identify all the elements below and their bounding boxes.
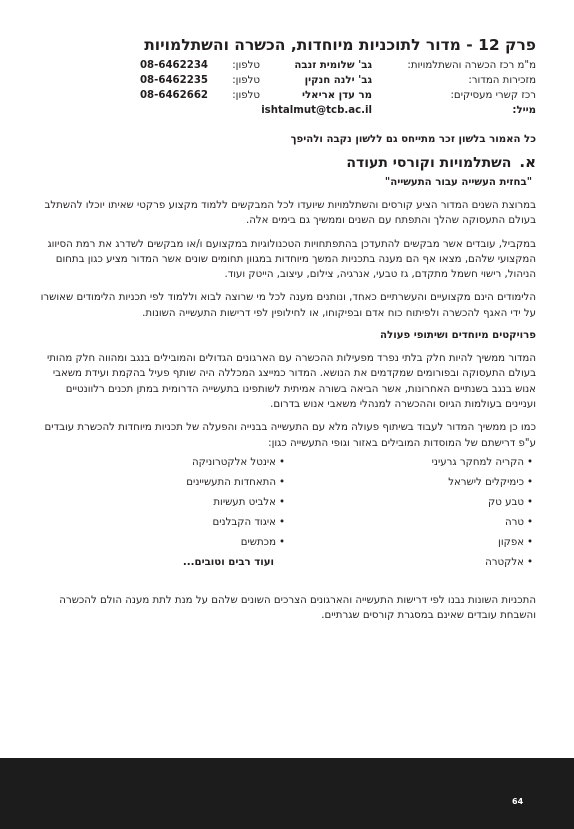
email-row [40, 103, 536, 118]
contact-name: גב' שלומית זנבה [294, 60, 372, 71]
contact-role: מ"מ רכז הכשרה והשתלמויות: [407, 60, 536, 71]
contact-phone: 08-6462234 [139, 60, 208, 71]
contact-role: מזכירות המדור: [468, 75, 536, 86]
contacts-block [40, 58, 536, 118]
bullet-icon: • [526, 536, 533, 548]
partners-list [40, 453, 536, 585]
email-label: מייל: [512, 105, 536, 116]
list-item: •כימיקלים לישראל [448, 473, 536, 493]
list-item: •אלביט תעשיות [213, 493, 288, 513]
contact-phone-label: טלפון: [232, 90, 260, 101]
page-number: 64 [512, 797, 524, 806]
bullet-icon: • [526, 516, 533, 528]
bullet-icon: • [526, 456, 533, 468]
contact-name: מר עדן אריאלי [302, 90, 372, 101]
closing-paragraph: התכניות השונות נבנו לפי דרישות התעשייה והארגונים הצרכים השונים שלהם על מנת לתת מענה הולם להכשרה והשבחת עובדים שאינם במסגרת קורסים שגרתיים. [59, 594, 536, 622]
section-subtitle: "בחזית העשייה עבור התעשייה" [384, 177, 532, 188]
contact-name: גב' ילנה חנקין [304, 75, 372, 86]
bullet-icon: • [526, 556, 533, 568]
list-item: •אינטל אלקטרוניקה [192, 453, 288, 473]
list-item: •אפקון [498, 533, 536, 553]
footer-bar [0, 758, 574, 829]
contact-phone: 08-6462662 [139, 90, 208, 101]
contact-phone-label: טלפון: [232, 75, 260, 86]
list-item: •טרה [505, 513, 536, 533]
paragraph: הלימודים הינם מקצועיים והעשרתיים כאחד, ונותנים מענה לכל מי שרוצה לבוא וללמוד לפי תכניות הלימודים שאושרו על ידי האגף להכשרה ולפיתוח כוח אדם ובפיקוחו, או לחילופין לפי דרישות התעשייה השונות. [40, 292, 536, 319]
paragraph: במרוצת השנים המדור הציע קורסים והשתלמויות שיועדו לכל המבקשים ללמוד מקצוע פרקטי שאיתו יוכלו להשתלב בעולם התעסוקה שהלך והתפתח עם השנים וממשיך גם בימים אלה. [44, 200, 536, 227]
bullet-icon: • [278, 456, 285, 468]
list-item: •מכתשים [241, 533, 288, 553]
contact-row [40, 58, 536, 73]
list-item: •אלקטרה [485, 553, 536, 573]
gender-note: כל האמור בלשון זכר מתייחס גם ללשון נקבה ולהיפך [290, 134, 536, 145]
contact-role: רכז קשרי מעסיקים: [450, 90, 536, 101]
page-title: פרק 12 - מדור לתוכניות מיוחדות, הכשרה והשתלמויות [144, 36, 536, 54]
contact-phone-label: טלפון: [232, 60, 260, 71]
paragraph: כמו כן ממשיך המדור לעבוד בשיתוף פעולה מלא עם התעשייה בבנייה והפעלה של תכניות מיוחדות להכשרת עובדים ע"פ דרישתם של המוסדות המובילים באזור וגופי התעשייה כגון: [44, 422, 536, 449]
list-item: •איגוד הקבלנים [212, 513, 288, 533]
bullet-icon: • [278, 516, 285, 528]
bullet-icon: • [278, 496, 285, 508]
page-content [40, 34, 536, 623]
paragraph: במקביל, עובדים אשר מבקשים להתעדכן בהתפתחויות הטכנולוגיות במקצועם ו/או מבקשים לשדרג את רמת הסיווג המקצועי שלהם, מצאו אף הם מענה בתכניות המשך מיוחדות במגוון תחומים שונים אשר המדור מציע כגון בתחום הניהול, רישוי חשמל מתקדם, גז טבעי, אנרגיה, צילום, עיצוב, הייטק ועוד. [47, 238, 536, 281]
paragraph: המדור ממשיך להיות חלק בלתי נפרד מפעילות ההכשרה עם הארגונים הגדולים והמובילים בנגב ומהווה חלק מהותי בעולם התעסוקה ובפורומים שמקדמים את הנושא. המדור כמייצג המכללה היה שותף פעיל בהקמת ועידת משאבי אנוש בנגב בשנתיים האחרונות, אשר הביאה בשורה אמיתית לשותפינו בתעשייה הדרומית במתן תכנים רלוונטיים ועניינים בעולמות הגיוס וההכשרה למנהלי משאבי אנוש בדרום. [46, 353, 536, 410]
list-item: •התאחדות התעשיינים [186, 473, 288, 493]
section-title: השתלמויות וקורסי תעודה [346, 155, 512, 171]
contact-row [40, 88, 536, 103]
bullet-icon: • [526, 476, 533, 488]
email-link[interactable]: ishtalmut@tcb.ac.il [261, 105, 372, 116]
contact-phone: 08-6462235 [139, 75, 208, 86]
section-heading [40, 153, 536, 174]
bullet-icon: • [526, 496, 533, 508]
list-more-text: ועוד רבים וטובים... [182, 556, 274, 568]
bullet-icon: • [278, 536, 285, 548]
bullet-icon: • [278, 476, 285, 488]
contact-row [40, 73, 536, 88]
list-item: •הקריה למחקר גרעיני [432, 453, 536, 473]
projects-heading: פרויקטים מיוחדים ושיתופי פעולה [380, 330, 536, 342]
list-item: •טבע טק [488, 493, 536, 513]
section-letter: א. [519, 153, 536, 171]
